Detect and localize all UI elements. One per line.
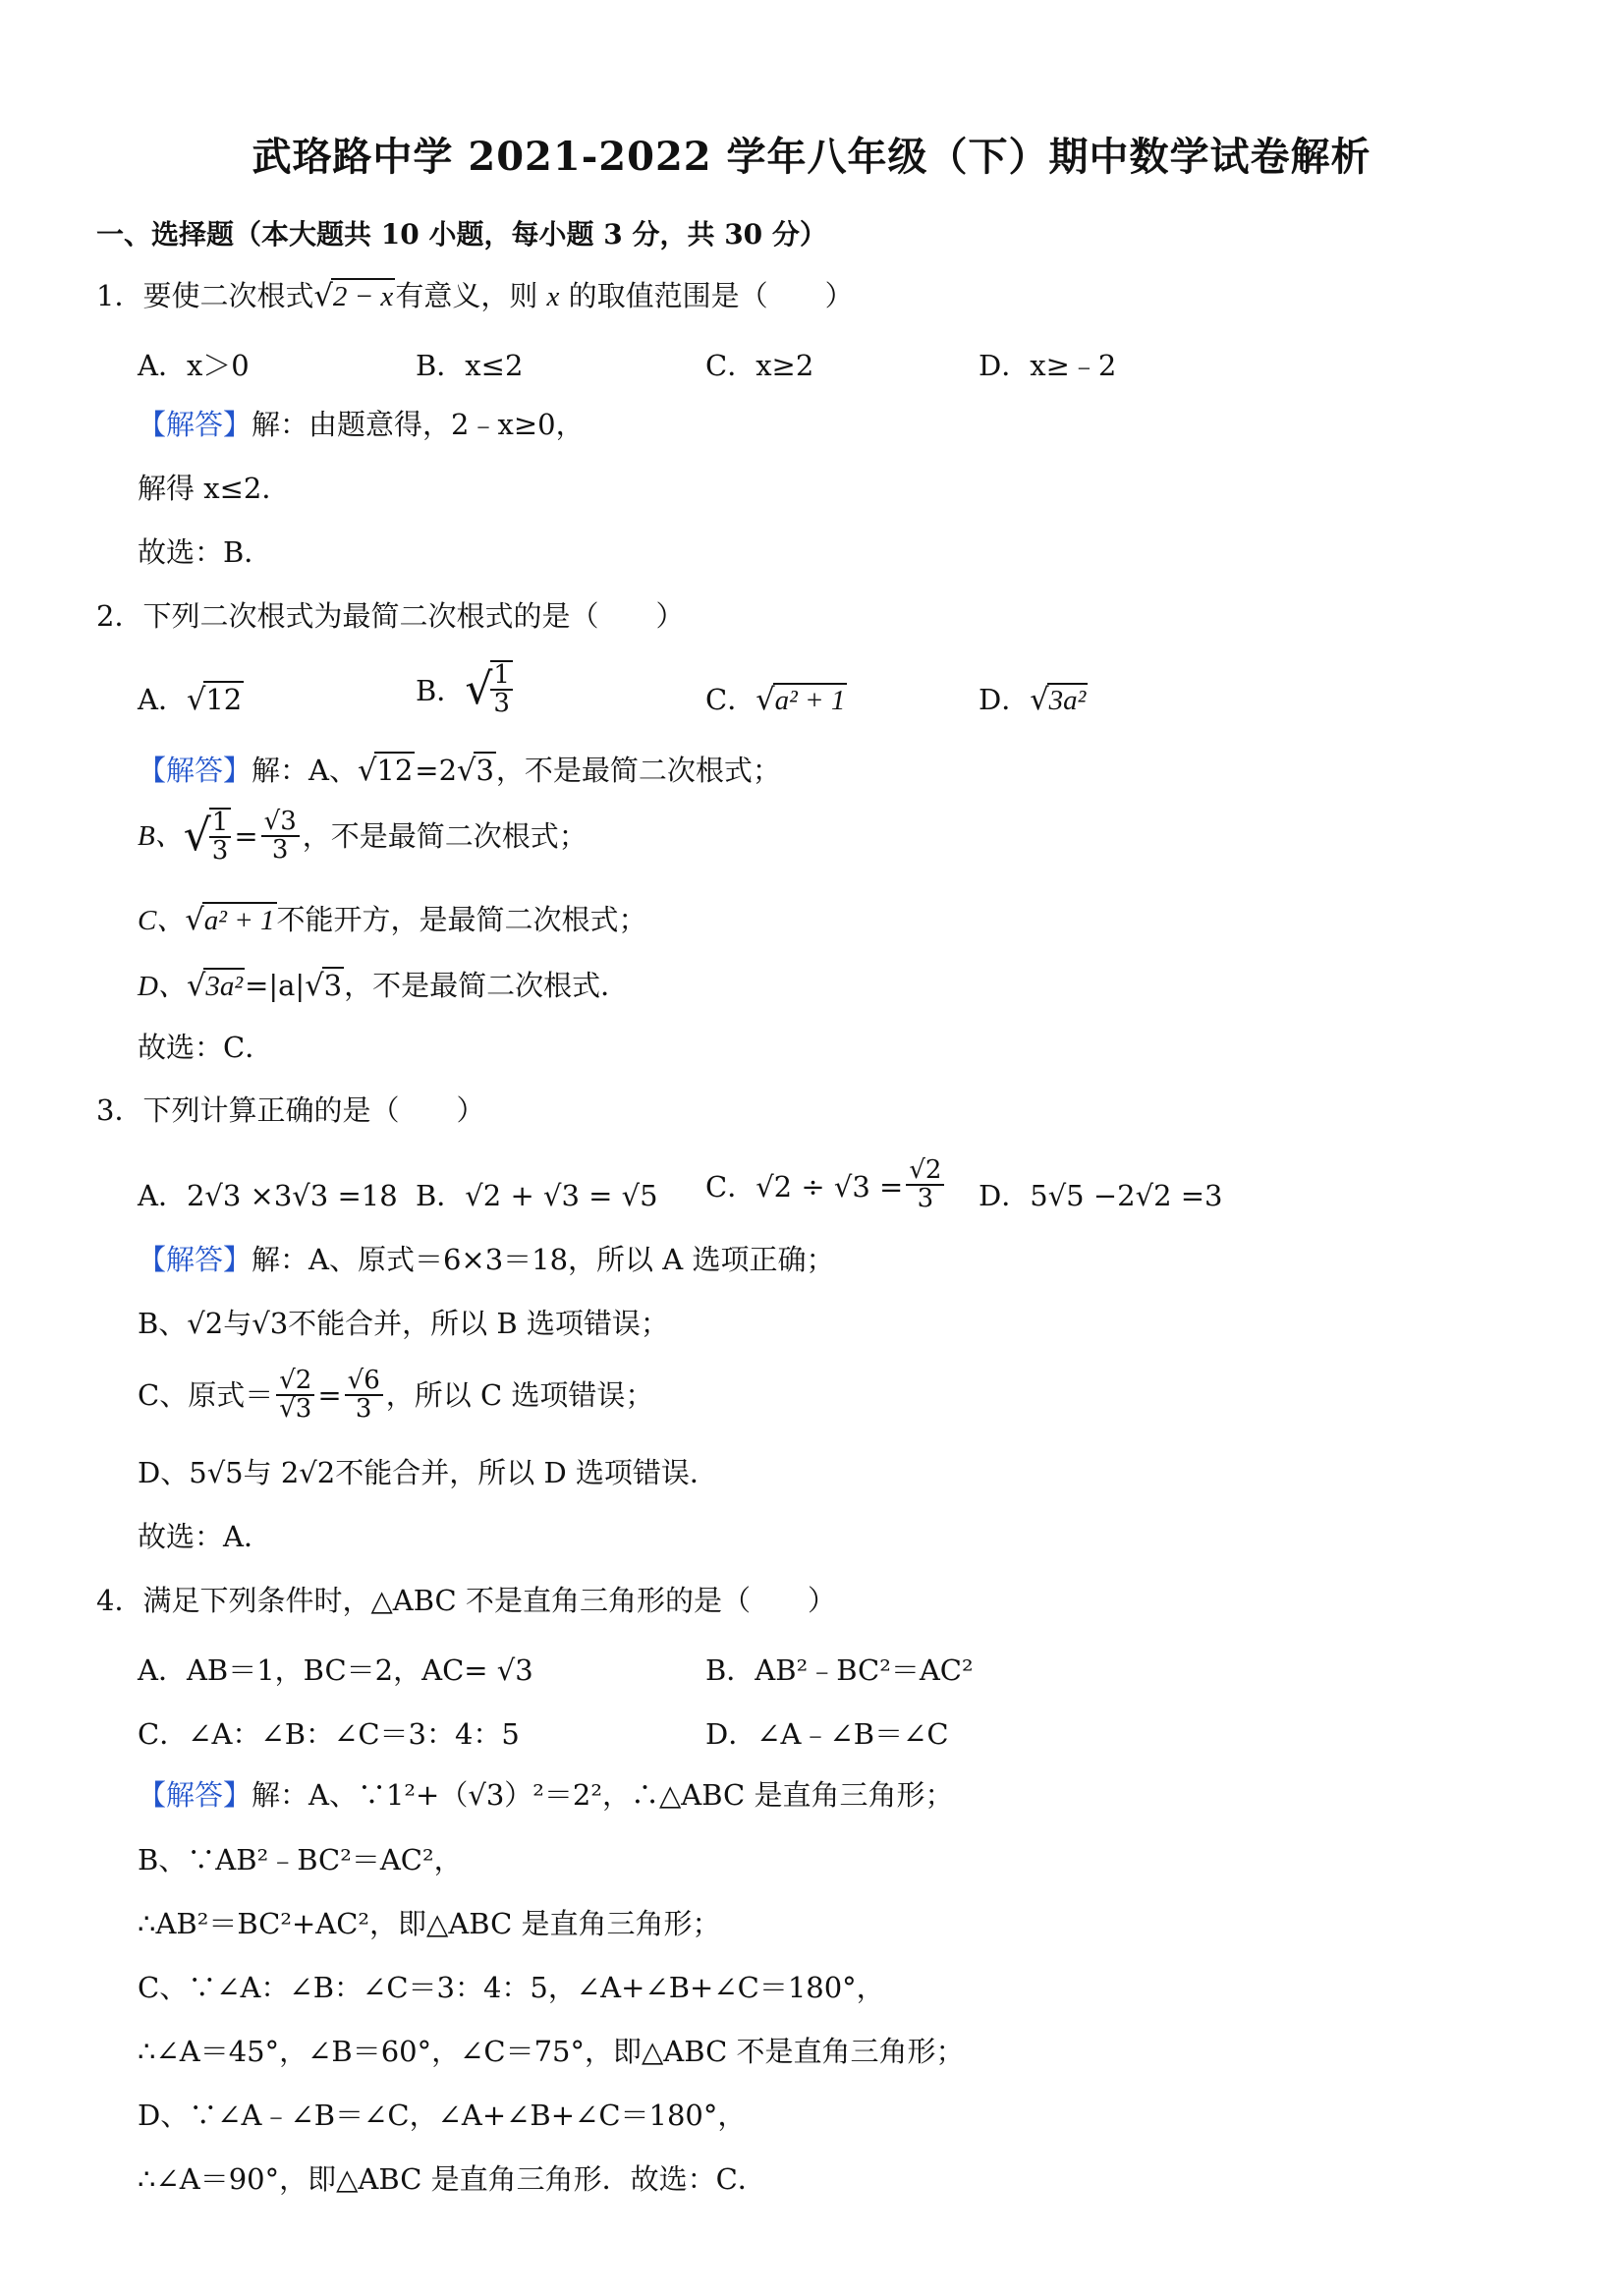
answer-tag: 【解答】 — [138, 754, 252, 787]
q3-option-b: B．√2 + √3 = √5 — [416, 1179, 658, 1212]
question-1-stem: 1．要使二次根式√2 − x有意义，则 x 的取值范围是（ ） — [96, 279, 854, 313]
question-3-stem: 3．下列计算正确的是（ ） — [96, 1093, 485, 1127]
q2-option-c: C．√a² + 1 — [705, 683, 846, 717]
q4-answer-6: D、∵∠A﹣∠B＝∠C，∠A+∠B+∠C＝180°， — [138, 2099, 747, 2132]
q3-option-a: A．2√3 ×3√3 =18 — [138, 1179, 398, 1212]
q2-answer-a: 【解答】解：A、√12=2√3，不是最简二次根式； — [138, 754, 781, 788]
q3-answer-1: 【解答】解：A、原式＝6×3＝18，所以 A 选项正确； — [138, 1243, 835, 1276]
q3-answer-5: 故选：A． — [138, 1520, 272, 1553]
q4-option-b: B．AB²﹣BC²＝AC² — [705, 1653, 974, 1687]
q4-answer-3: ∴AB²＝BC²+AC²，即△ABC 是直角三角形； — [138, 1907, 721, 1940]
q2-answer-c: C、√a² + 1不能开方，是最简二次根式； — [138, 903, 647, 937]
q4-option-d: D．∠A﹣∠B＝∠C — [705, 1717, 949, 1751]
q4-answer-7: ∴∠A＝90°，即△ABC 是直角三角形．故选：C． — [138, 2162, 766, 2196]
question-2-stem: 2．下列二次根式为最简二次根式的是（ ） — [96, 599, 685, 633]
q3-option-d: D．5√5 −2√2 =3 — [979, 1179, 1223, 1212]
q1-answer-3: 故选：B． — [138, 535, 273, 569]
q2-answer-b: B、√ $\frac{1}{3}$ = $\frac{√3}{3}$ ，不是最简二次根式； — [138, 807, 588, 867]
radical: √2 − x — [313, 279, 394, 313]
q4-answer-5: ∴∠A＝45°，∠B＝60°，∠C＝75°，即△ABC 不是直角三角形； — [138, 2035, 965, 2068]
q1-answer-2: 解得 x≤2． — [138, 472, 291, 505]
q3-option-c: C．√2 ÷ √3 = $\frac{√2}{3}$ — [705, 1157, 947, 1213]
answer-tag: 【解答】 — [138, 408, 252, 441]
q4-answer-1: 【解答】解：A、∵1²+（√3）²＝2²，∴△ABC 是直角三角形； — [138, 1778, 954, 1812]
answer-tag: 【解答】 — [138, 1778, 252, 1812]
q2-option-a: A．√12 — [138, 683, 243, 717]
q4-answer-2: B、∵AB²﹣BC²＝AC²， — [138, 1843, 463, 1876]
q1-option-d: D．x≥﹣2 — [979, 349, 1117, 382]
q3-answer-3: C、原式＝ $\frac{√2}{√3}$ = $\frac{√6}{3}$ ，所以 C 选项错误； — [138, 1366, 654, 1425]
q2-answer-end: 故选：C． — [138, 1031, 274, 1064]
q3-answer-4: D、5√5与 2√2不能合并，所以 D 选项错误． — [138, 1456, 718, 1489]
q3-answer-2: B、√2与√3不能合并，所以 B 选项错误； — [138, 1307, 669, 1340]
q1-option-b: B．x≤2 — [416, 349, 524, 382]
q2-option-d: D．√3a² — [979, 683, 1087, 717]
q2-answer-d: D、√3a²=|a|√3，不是最简二次根式． — [138, 969, 630, 1003]
answer-tag: 【解答】 — [138, 1243, 252, 1276]
section-heading: 一、选择题（本大题共 10 小题，每小题 3 分，共 30 分） — [96, 218, 827, 251]
question-4-stem: 4．满足下列条件时，△ABC 不是直角三角形的是（ ） — [96, 1584, 836, 1617]
q4-answer-4: C、∵∠A：∠B：∠C＝3：4：5，∠A+∠B+∠C＝180°， — [138, 1971, 885, 2004]
q2-option-b: B．√ $\frac{1}{3}$ — [416, 660, 516, 718]
q4-option-c: C．∠A：∠B：∠C＝3：4：5 — [138, 1717, 520, 1751]
q4-option-a: A．AB＝1，BC＝2，AC= √3 — [138, 1653, 533, 1687]
q1-option-c: C．x≥2 — [705, 349, 814, 382]
page-title: 武珞路中学 2021-2022 学年八年级（下）期中数学试卷解析 — [252, 134, 1371, 180]
q1-answer-1: 【解答】解：由题意得，2﹣x≥0， — [138, 408, 585, 441]
q1-option-a: A．x＞0 — [138, 349, 250, 382]
